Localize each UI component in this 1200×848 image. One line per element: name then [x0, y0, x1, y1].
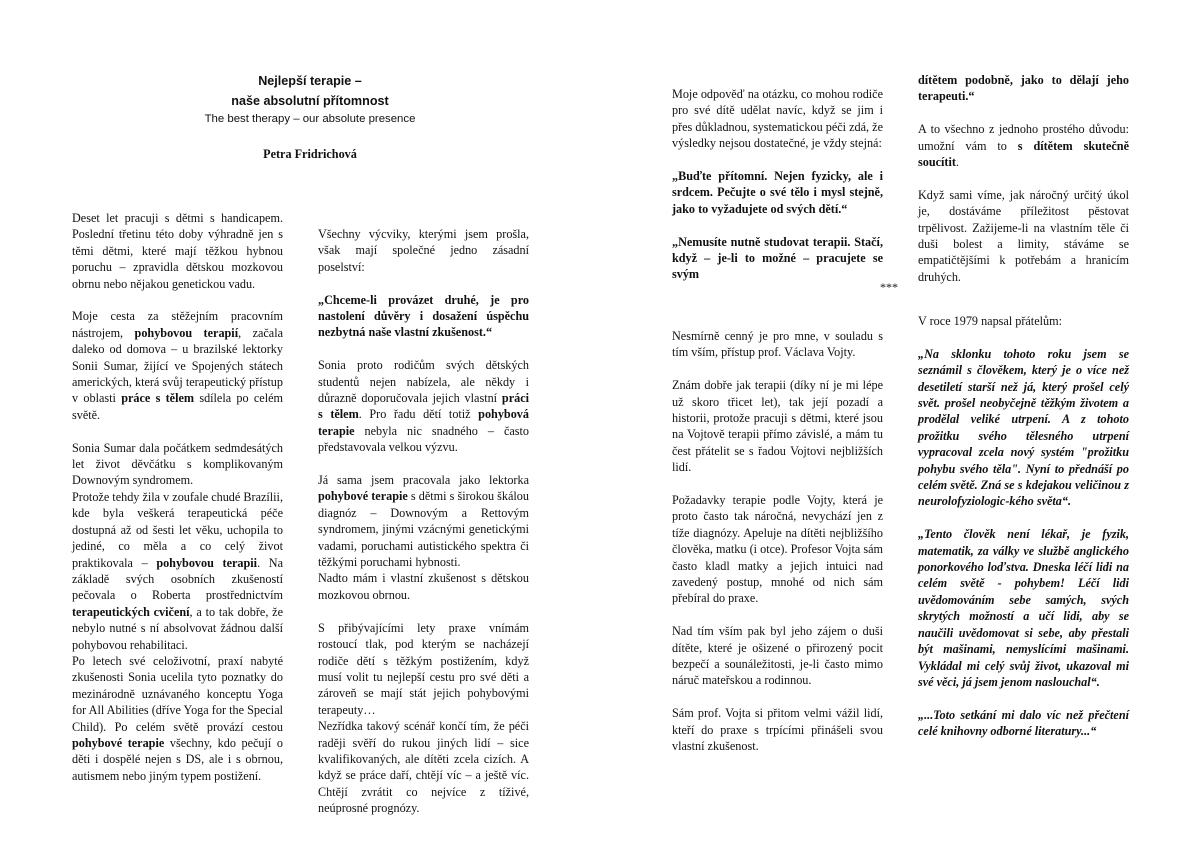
quote: „Buďte přítomní. Nejen fyzicky, ale i srdcem. Pečujte o své tělo i mysl stejně, jako to vyžadujete od svých dětí.“ [672, 169, 883, 216]
paragraph: Všechny výcviky, kterými jsem prošla, však mají společné jedno zásadní poselství: [318, 227, 529, 274]
column-4-lower [918, 313, 1129, 740]
paragraph: Sonia Sumar dala počátkem sedmdesátých let život děvčátku s komplikovaným Downovým syndromem. [72, 440, 283, 488]
section-separator: *** [880, 280, 898, 294]
paragraph: Já sama jsem pracovala jako lektorka pohybové terapie s dětmi s širokou škálou diagnóz – Downovým a Rettovým syndromem, jinými vzácnými genetickými vadami, poruchami autistického spektra či těžkými poruchami hybnosti. [318, 473, 529, 570]
quote: „...Toto setkání mi dalo víc než přečtení celé knihovny odborné literatury...“ [918, 707, 1129, 739]
paragraph: S přibývajícími lety praxe vnímám rostoucí tlak, pod kterým se nacházejí rodiče dětí s těžkým postižením, když musí volit tu nejlepší cestu pro své děti a zároveň se mají stát jejich pohybovými terapeuty… [318, 620, 529, 717]
paragraph: Nesmírně cenný je pro mne, v souladu s tím vším, přístup prof. Václava Vojty. [672, 329, 883, 360]
paragraph: Požadavky terapie podle Vojty, která je proto často tak náročná, nevychází jen z tíže diagnózy. Apeluje na dítěti nejbližšího člověka, matku (i otce). Profesor Vojta sám často kladl matky a jejich intuici nad zavedený postup, mnohé od nich sám přebíral do praxe. [672, 493, 883, 606]
title-line-2: naše absolutní přítomnost [231, 94, 389, 108]
quote: „Nemusíte nutně studovat terapii. Stačí, když – je-li to možné – pracujete se svým [672, 234, 883, 282]
paragraph: Deset let pracuji s dětmi s handicapem. Poslední třetinu této doby výhradně jen s těmi dětmi, které mají těžkou hybnou poruchu – zpravidla dětskou mozkovou obrnu nebo nějakou genetickou vadu. [72, 211, 283, 291]
column-2 [318, 226, 529, 817]
paragraph: Nadto mám i vlastní zkušenost s dětskou mozkovou obrnou. [318, 571, 529, 602]
column-3-lower [672, 328, 883, 755]
paragraph: Nezřídka takový scénář končí tím, že péči raději svěří do rukou jiných lidí – sice kvalifikovaných, ale dítěti zcela cizích. A když se práce daří, chtějí víc – a ještě víc. Chtějí zvrátit co nejvíce z tíživé, neúprosné prognózy. [318, 719, 529, 816]
column-4 [918, 72, 1129, 285]
quote: „Na sklonku tohoto roku jsem se seznámil s člověkem, který je o více než desetiletí starší než já, který prošel celý svět. prošel neobyčejně těžkým životem a prodělal veliké utrpení. A z tohoto prožitku svého tělesného utrpení vypracoval zcela nový systém "prožitku pohybu svého těla". Nyní to přednáší po celém světě. Zná se s kdejakou veličinou z neurolofyziologic-kého světa“. [918, 346, 1129, 509]
paragraph: Když sami víme, jak náročný určitý úkol je, dostáváme příležitost pěstovat trpělivost. Zažijeme-li na vlastním těle či duši bolest a limity, stáváme se empatičtějšími k potřebám a hranicím druhých. [918, 187, 1129, 284]
title-line-1: Nejlepší terapie – [258, 74, 362, 88]
quote: „Chceme-li provázet druhé, je pro nastolení důvěry i dosažení úspěchu nezbytná naše vlastní zkušenost.“ [318, 292, 529, 340]
paragraph: A to všechno z jednoho prostého důvodu: umožní vám to s dítětem skutečně soucítit. [918, 122, 1129, 170]
paragraph: Moje cesta za stěžejním pracovním nástrojem, pohybovou terapií, začala daleko od domova – u brazilské lektorky Sonii Sumar, žijící ve Spojených státech amerických, která svůj terapeutický přístup v oblasti práce s tělem sdílela po celém světě. [72, 309, 284, 422]
paragraph: Moje odpověď na otázku, co mohou rodiče pro své dítě udělat navíc, když se jim i přes důkladnou, systematickou péči zdá, že výsledky nejsou dostatečné, je vždy stejná: [672, 87, 883, 151]
paragraph: Po letech své celoživotní, praxí nabyté zkušenosti Sonia ucelila tyto poznatky do mezinárodně uznávaného konceptu Yoga for All Abilities (dříve Yoga for the Special Child). Po celém světě provází cestou pohybové terapie všechny, kdo pečují o děti i dospělé nejen s DS, ale i s obrnou, autismem nebo jiným typem postižení. [72, 653, 283, 783]
quote: dítětem podobně, jako to dělají jeho terapeuti.“ [918, 73, 1129, 104]
paragraph: Sonia proto rodičům svých dětských studentů nejen nabízela, ale někdy i důrazně doporučovala jejich vlastní práci s tělem. Pro řadu dětí totiž pohybová terapie nebyla nic snadného – často představovala velkou výzvu. [318, 358, 529, 455]
quote: „Tento člověk není lékař, je fyzik, matematik, za války ve službě anglického ponorkového loďstva. Dneska léčí lidi na celém světě - pohybem! Léčí lidi uvědomováním sebe samých, svých skrytých možností a učí lidi, aby se naučili uvědomovat si sebe, aby přestali být mašinami, nemyslícími mašinami. Vykládal mi celý svůj život, ukazoval mi své věci, já jsem jenom naslouchal“. [918, 527, 1129, 689]
paragraph: Protože tehdy žila v zoufale chudé Brazílii, kde byla veškerá terapeutická péče dostupná až od šesti let věku, uchopila to jediné, co měla a co celý život praktikovala – pohybovou terapii. Na základě svých osobních zkušeností pečovala o Roberta prostřednictvím terapeutických cvičení, a to tak dobře, že nebylo nutné s ní absolvovat žádnou další pohybovou rehabilitaci. [72, 489, 283, 652]
column-1 [72, 210, 283, 784]
paragraph: Sám prof. Vojta si přitom velmi vážil lidí, kteří do praxe s trpícími přinášeli svou vlastní zkušenost. [672, 706, 883, 754]
paragraph: V roce 1979 napsal přátelům: [918, 314, 1062, 328]
column-3 [672, 86, 883, 283]
author: Petra Fridrichová [263, 147, 357, 161]
paragraph: Znám dobře jak terapii (díky ní je mi lépe už skoro třicet let), tak její pozadí a historii, protože pracuji s dětmi, které jsou na Vojtově terapii přímo závislé, a mám tu čest přátelit se s řadou Vojtovi nejbližších lidí. [672, 378, 883, 475]
paragraph: Nad tím vším pak byl jeho zájem o duši dítěte, které je ošizené o přirozený pocit bezpečí a sounáležitosti, je-li často mimo náruč mateřskou a rodinnou. [672, 624, 883, 688]
subtitle: The best therapy – our absolute presence [204, 113, 416, 125]
